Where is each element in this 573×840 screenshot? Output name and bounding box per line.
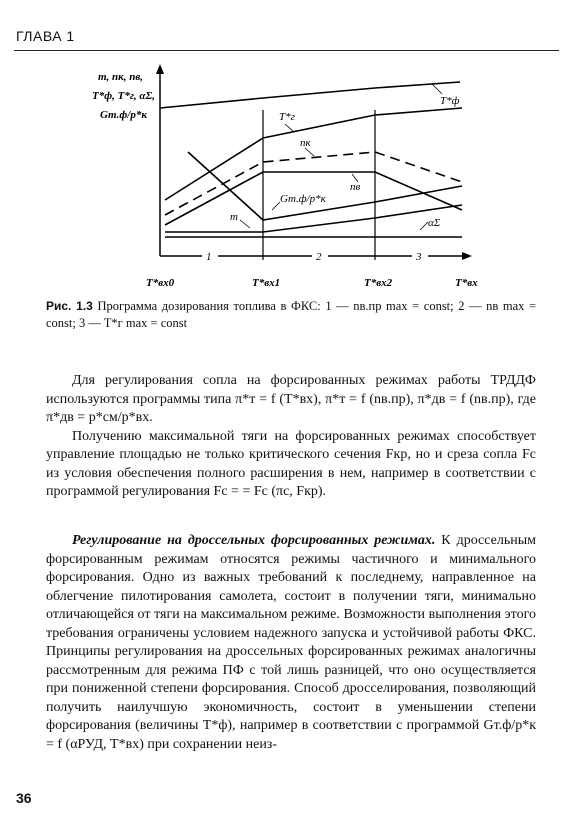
gt-leader [272, 202, 280, 210]
curve-gt [188, 152, 462, 220]
tf-leader [432, 84, 442, 94]
m-leader [240, 220, 250, 228]
section-body: К дроссельным форсированным режимам относятся режимы частичного и минимального форсирования. Одно из важных требований к последнему, направленное на облегчение пилотирования самолета, состоит в получении тяги, минимально отличающейся от тяги на максимальном режиме. Возможности выполнения этого требования ограничены условием надежного запуска и устойчивой работы ФКС. Принципы регулирования на дроссельных форсированных режимах аналогичны рассмотренным для режима ПФ с той лишь разницей, что оно осуществляется при пониженной степени форсирования. Способ дросселирования, позволяющий получить наилучшую экономичность, состоит в уменьшении степени форсирования (величины T*ф), например в соответствии с программой Gт.ф/p*к = f (αРУД, T*вх) при сохранении неиз- [46, 533, 536, 752]
section-heading: Регулирование на дроссельных форсированных режимах. [72, 533, 436, 548]
paragraph-3 [46, 532, 536, 754]
caption-text: Программа дозирования топлива в ФКС: 1 — nв.пр max = const; 2 — nв max = const; 3 — T*г max = const [46, 299, 537, 330]
zone-1-label: 1 [206, 251, 212, 263]
label-tf: T*ф [440, 95, 460, 107]
curve-m [165, 205, 462, 232]
label-nk: nк [300, 137, 311, 149]
caption-label: Рис. 1.3 [46, 299, 93, 313]
curve-nk [165, 152, 462, 215]
zone-3-label: 3 [416, 251, 422, 263]
y-axis-label-1: m, nк, nв, [98, 71, 144, 83]
page-number: 36 [16, 790, 32, 806]
paragraph-1: Для регулирования сопла на форсированных режимах работы ТРДДФ используются программы типа π*т = f (T*вх), π*т = f (nв.пр), π*дв = f (nв.пр), где π*дв = p*см/p*вх. [46, 373, 536, 425]
zone-2-label: 2 [316, 251, 322, 263]
tick-label-2: T*вх2 [364, 277, 393, 289]
y-axis-label-2: T*ф, T*г, αΣ, [92, 90, 156, 102]
tick-label-0: T*вх0 [146, 277, 175, 289]
y-axis-arrow [156, 64, 164, 74]
label-m: m [230, 211, 238, 223]
running-header [14, 28, 559, 51]
alpha-leader [420, 222, 428, 230]
figure-caption [46, 298, 536, 332]
fuel-dosing-diagram [0, 60, 573, 290]
label-tg: T*г [279, 111, 295, 123]
section-text [46, 532, 536, 754]
curve-tf [160, 82, 460, 108]
nk-leader [305, 148, 314, 156]
y-axis-label-3: Gт.ф/p*к [100, 109, 147, 121]
label-gt: Gт.ф/p*к [280, 193, 326, 205]
body-text [46, 372, 536, 502]
x-axis-label: T*вх [455, 277, 478, 289]
chapter-title: ГЛАВА 1 [16, 28, 75, 44]
paragraph-2: Получению максимальной тяги на форсированных режимах способствует управление площадью не только критического сечения Fкр, но и среза сопла Fc из условия обеспечения полного расширения в нем, например в соответствии с программой регулирования Fc = = Fc (πc, Fкр). [46, 428, 536, 499]
label-nv: nв [350, 181, 361, 193]
label-alpha: αΣ [428, 217, 441, 229]
x-axis-arrow [462, 252, 472, 260]
tick-label-1: T*вх1 [252, 277, 281, 289]
curve-tg [165, 108, 462, 200]
tg-leader [285, 124, 294, 132]
